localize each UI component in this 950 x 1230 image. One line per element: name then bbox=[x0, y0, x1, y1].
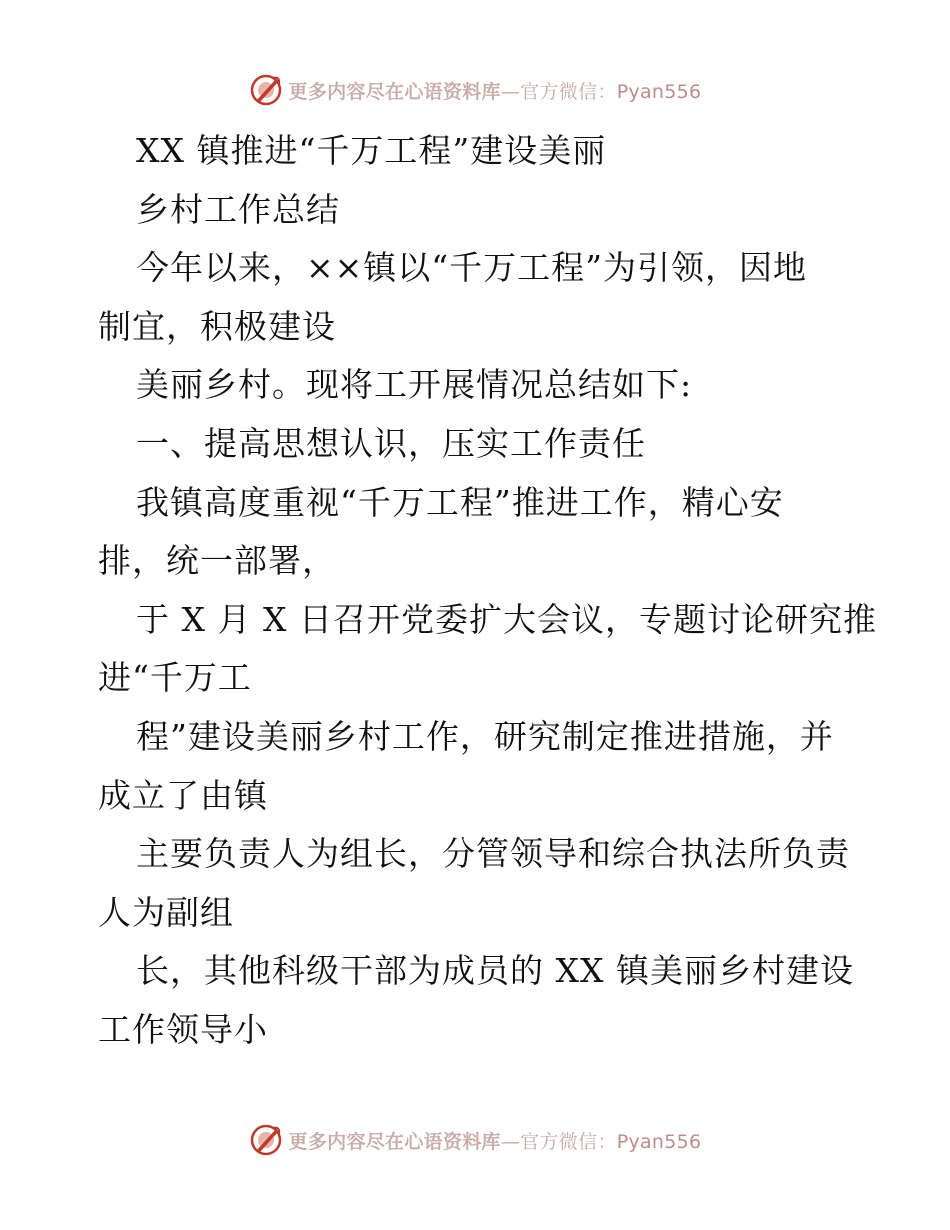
paragraph-line: 排，统一部署， bbox=[98, 541, 336, 581]
footer-watermark bbox=[0, 1122, 950, 1158]
paragraph-line: 今年以来，××镇以“千万工程”为引领，因地 bbox=[136, 248, 808, 288]
paragraph-line: 成立了由镇 bbox=[98, 775, 268, 815]
quill-seal-icon bbox=[249, 1123, 283, 1157]
paragraph-line: 主要负责人为组长，分管领导和综合执法所负责 bbox=[136, 834, 850, 874]
paragraph-line: 制宜，积极建设 bbox=[98, 306, 336, 346]
watermark-label: 官方微信： bbox=[520, 80, 617, 103]
paragraph-line: 进“千万工 bbox=[98, 658, 252, 698]
paragraph-line: 我镇高度重视“千万工程”推进工作，精心安 bbox=[136, 482, 784, 522]
watermark-site-text: 更多内容尽在心语资料库 bbox=[288, 80, 501, 103]
section-heading: 一、提高思想认识，压实工作责任 bbox=[136, 423, 646, 463]
doc-title-line-1: XX 镇推进“千万工程”建设美丽 bbox=[136, 131, 607, 170]
watermark-account: Pyan556 bbox=[616, 1130, 702, 1153]
watermark-site-text: 更多内容尽在心语资料库 bbox=[288, 1130, 501, 1153]
paragraph-line: 于 X 月 X 日召开党委扩大会议，专题讨论研究推 bbox=[136, 599, 877, 639]
paragraph-line: 美丽乡村。现将工开展情况总结如下: bbox=[136, 365, 693, 405]
doc-title-line-2: 乡村工作总结 bbox=[136, 189, 340, 229]
document-body bbox=[98, 122, 877, 1060]
watermark-account: Pyan556 bbox=[616, 80, 702, 103]
header-watermark bbox=[0, 72, 950, 108]
watermark-dash: — bbox=[500, 1130, 521, 1153]
paragraph-line: 程”建设美丽乡村工作，研究制定推进措施，并 bbox=[136, 716, 834, 756]
watermark-dash: — bbox=[500, 80, 521, 103]
watermark-label: 官方微信： bbox=[520, 1130, 617, 1153]
paragraph-line: 长，其他科级干部为成员的 XX 镇美丽乡村建设 bbox=[136, 951, 854, 991]
quill-seal-icon bbox=[249, 73, 283, 107]
paragraph-line: 工作领导小 bbox=[98, 1009, 268, 1049]
paragraph-line: 人为副组 bbox=[98, 892, 234, 932]
